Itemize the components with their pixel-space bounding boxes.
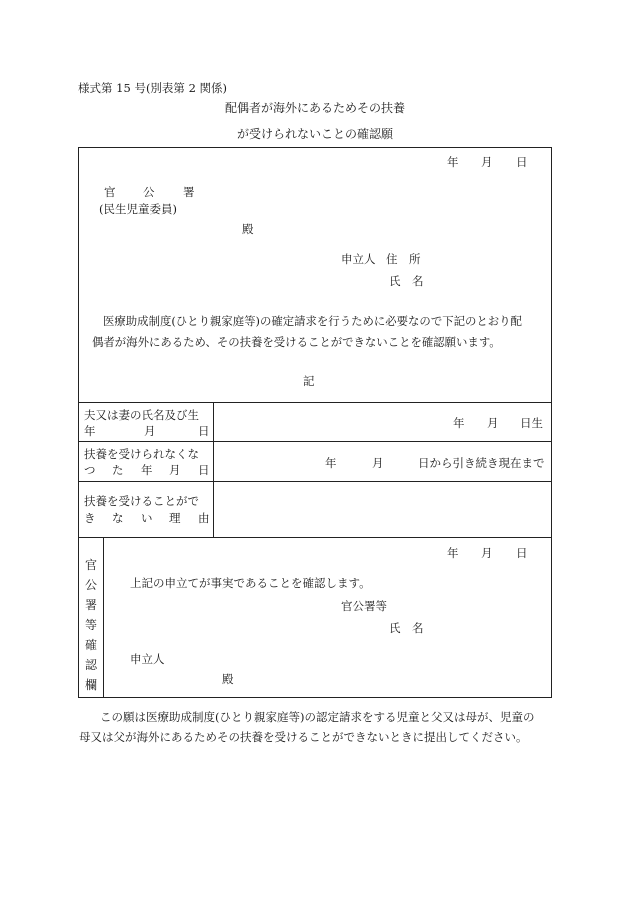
row-value: 日から引き続き現在まで xyxy=(418,456,545,470)
divider xyxy=(78,481,552,482)
office-char: 署 xyxy=(183,185,195,199)
office-char: 官 xyxy=(104,185,116,199)
date-year: 年 xyxy=(447,546,459,560)
row-label: 扶養を受けられなくな xyxy=(84,447,199,461)
ki-label: 記 xyxy=(303,374,315,388)
address-label: 住 所 xyxy=(386,252,421,266)
row-value: 日生 xyxy=(520,416,543,430)
date-month: 月 xyxy=(481,155,493,169)
row-label: 年 xyxy=(141,463,153,477)
row-value: 年 xyxy=(325,456,337,470)
honorific: 殿 xyxy=(222,672,234,686)
date-year: 年 xyxy=(447,155,459,169)
row-label: 日 xyxy=(198,424,210,438)
divider xyxy=(78,402,552,403)
row-label: 日 xyxy=(198,463,210,477)
date-month: 月 xyxy=(481,546,493,560)
row-label: 理 xyxy=(169,511,181,525)
footer-note-line1: この願は医療助成制度(ひとり親家庭等)の認定請求をする児童と父又は母が、児童の xyxy=(100,710,535,724)
row-label: 月 xyxy=(169,463,181,477)
office-label: 官公署等 xyxy=(341,599,387,613)
row-label: な xyxy=(112,511,124,525)
divider xyxy=(213,402,214,537)
row-value: 年 xyxy=(453,416,465,430)
row-label: 由 xyxy=(198,511,210,525)
divider xyxy=(103,537,104,698)
confirmation-statement: 上記の申立てが事実であることを確認します。 xyxy=(130,576,371,590)
form-number: 様式第 15 号(別表第 2 関係) xyxy=(78,81,228,95)
date-day: 日 xyxy=(516,546,528,560)
row-label: 年 xyxy=(84,424,96,438)
applicant-label: 申立人 xyxy=(341,252,376,266)
office-subtitle: (民生児童委員) xyxy=(99,202,177,216)
divider xyxy=(78,537,552,538)
date-day: 日 xyxy=(516,155,528,169)
form-title-line1: 配偶者が海外にあるためその扶養 xyxy=(224,101,405,115)
name-label: 氏 名 xyxy=(389,274,424,288)
row-label: い xyxy=(141,511,153,525)
footer-note-line2: 母又は父が海外にあるためその扶養を受けることができないときに提出してください。 xyxy=(79,730,528,744)
request-text-line1: 医療助成制度(ひとり親家庭等)の確定請求を行うために必要なので下記のとおり配 xyxy=(103,314,522,328)
honorific: 殿 xyxy=(242,222,254,236)
row-label: き xyxy=(84,511,96,525)
row-label: つ xyxy=(84,463,96,477)
divider xyxy=(78,441,552,442)
row-value: 月 xyxy=(487,416,499,430)
applicant-label: 申立人 xyxy=(130,652,165,666)
row-label: た xyxy=(112,463,124,477)
row-value: 月 xyxy=(372,456,384,470)
form-title-line2: が受けられないことの確認願 xyxy=(236,127,393,141)
row-label: 扶養を受けることがで xyxy=(84,494,199,508)
row-label: 月 xyxy=(144,424,156,438)
row-label: 夫又は妻の氏名及び生 xyxy=(84,408,199,422)
request-text-line2: 偶者が海外にあるため、その扶養を受けることができないことを確認願います。 xyxy=(92,335,501,349)
name-label: 氏 名 xyxy=(389,621,424,635)
office-char: 公 xyxy=(143,185,155,199)
confirmation-side-label: 官 公 署 等 確 認 欄 xyxy=(84,558,97,692)
